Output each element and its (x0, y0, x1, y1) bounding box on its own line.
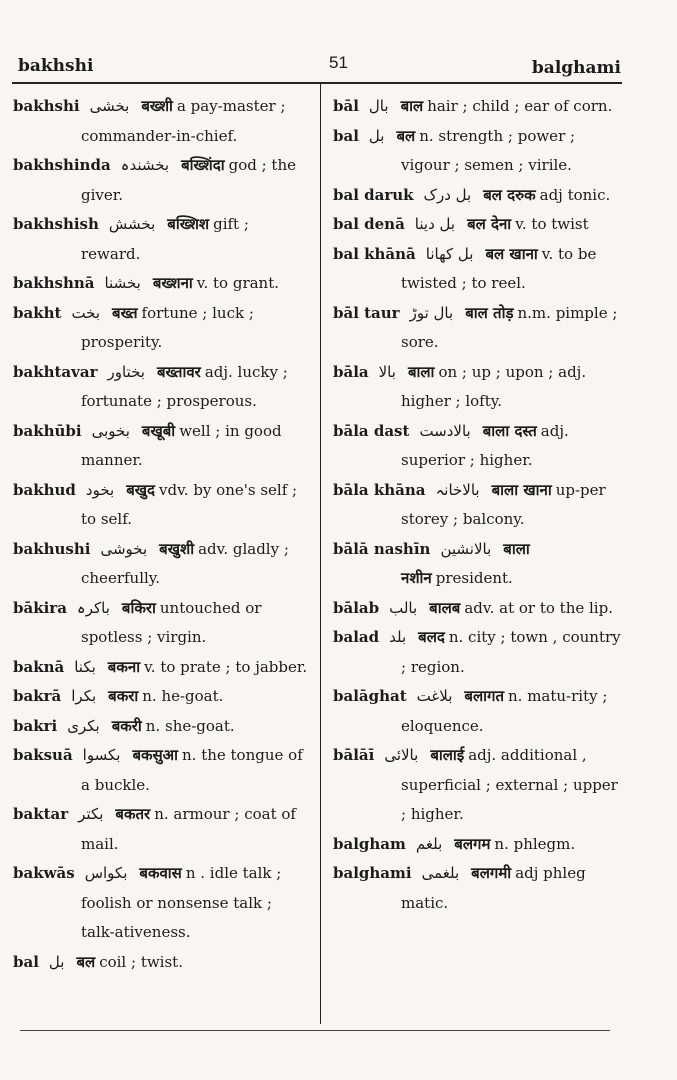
entry-headword: bal khānā (333, 244, 416, 263)
entry-headword: bakhshinda (13, 156, 111, 174)
entry-headword: bakhud (13, 480, 76, 499)
entry-hindi: बाला (407, 362, 435, 381)
dictionary-entry (333, 210, 625, 240)
entry-urdu: بل (368, 126, 385, 145)
entry-urdu: بلغم (415, 834, 443, 853)
entry-hindi: बख्त (112, 303, 138, 322)
header-left-guideword: bakhshi (18, 56, 94, 76)
entry-gloss: fortune ; luck ; prosperity. (81, 303, 254, 351)
entry-gloss: gift ; reward. (81, 215, 249, 263)
entry-headword: bakrā (13, 687, 62, 705)
entry-gloss: adj tonic. (539, 185, 611, 204)
entry-headword: balāghat (333, 687, 407, 705)
dictionary-entry (13, 417, 310, 476)
entry-gloss: vdv. by one's self ; to self. (81, 480, 298, 528)
entry-headword: bakhshnā (13, 274, 95, 292)
entry-urdu: بکری (67, 716, 100, 735)
dictionary-entry (13, 535, 310, 594)
right-column (333, 92, 625, 918)
entry-headword: balgham (333, 834, 406, 853)
entry-urdu: بلد (389, 628, 407, 646)
entry-urdu: بکتر (78, 805, 104, 823)
dictionary-entry (13, 299, 310, 358)
dictionary-entry (13, 712, 310, 742)
entry-headword: bal denā (333, 215, 405, 233)
entry-gloss: on ; up ; upon ; adj. higher ; lofty. (401, 362, 587, 410)
dictionary-entry (333, 594, 625, 624)
dictionary-entry (333, 741, 625, 830)
entry-gloss: adj. superior ; higher. (401, 421, 569, 469)
dictionary-entry (333, 535, 625, 594)
dictionary-entry (13, 682, 310, 712)
entry-gloss: n . idle talk ; foolish or nonsense talk ; talk-ativeness. (81, 864, 282, 941)
entry-headword: bakhtavar (13, 362, 98, 381)
entry-urdu: بالاخانہ (435, 480, 480, 499)
entry-urdu: بال (368, 97, 389, 115)
column-divider (320, 84, 321, 1024)
entry-gloss: god ; the giver. (81, 156, 296, 204)
entry-urdu: بخوبی (91, 421, 130, 440)
entry-headword: bāla (333, 362, 369, 381)
dictionary-entry (13, 151, 310, 210)
entry-hindi: बख्शिश (167, 215, 210, 233)
entry-hindi: बकरा (108, 687, 139, 705)
entry-headword: bāla dast (333, 421, 410, 440)
entry-gloss: v. to be twisted ; to reel. (401, 244, 597, 292)
entry-hindi: बख्तावर (156, 362, 201, 381)
entry-urdu: بختاور (107, 362, 145, 381)
dictionary-entry (13, 476, 310, 535)
entry-hindi: बख्शिंदा (181, 156, 225, 174)
entry-headword: baksuā (13, 746, 73, 764)
entry-headword: bakri (13, 716, 58, 735)
entry-gloss: n.m. pimple ; sore. (401, 303, 618, 351)
entry-hindi: बकिरा (121, 598, 156, 617)
dictionary-entry (333, 830, 625, 860)
entry-hindi: बख्शना (152, 274, 193, 292)
entry-headword: baknā (13, 657, 65, 676)
entry-gloss: v. to grant. (196, 274, 280, 292)
dictionary-entry (13, 948, 310, 978)
entry-headword: balad (333, 628, 380, 646)
entry-hindi: बकतर (115, 805, 151, 823)
entry-gloss: n. city ; town , country ; region. (401, 628, 621, 676)
entry-headword: bakhshish (13, 215, 99, 233)
dictionary-entry (333, 122, 625, 181)
entry-urdu: بالادست (419, 421, 471, 440)
dictionary-entry (13, 653, 310, 683)
entry-urdu: بخشنا (104, 274, 141, 292)
footer-rule (20, 1030, 610, 1031)
entry-gloss: hair ; child ; ear of corn. (427, 97, 613, 115)
entry-headword: baktar (13, 805, 69, 823)
entry-urdu: بالانشین (440, 539, 492, 558)
dictionary-entry (13, 358, 310, 417)
header-right-guideword: balghami (531, 58, 621, 78)
dictionary-entry (333, 859, 625, 918)
entry-gloss: n. she-goat. (145, 716, 235, 735)
entry-gloss: n. phlegm. (494, 834, 576, 853)
entry-urdu: بخشندہ (120, 156, 170, 174)
entry-hindi: बाला खाना (491, 480, 552, 499)
dictionary-entry (333, 358, 625, 417)
entry-urdu: بالائی (384, 746, 419, 764)
entry-hindi: बल दरुक (483, 185, 536, 204)
entry-urdu: بل درک (423, 185, 472, 204)
page-number: 51 (329, 53, 348, 72)
entry-gloss: adj phleg matic. (401, 864, 586, 912)
entry-headword: bāl (333, 97, 359, 115)
entry-hindi: बल (76, 952, 96, 971)
left-column (13, 92, 310, 977)
entry-hindi: बख्शी (141, 97, 173, 115)
entry-headword: bālā nashīn (333, 539, 431, 558)
entry-headword: bāl taur (333, 303, 400, 322)
entry-urdu: بکسوا (82, 746, 121, 764)
dictionary-entry (13, 741, 310, 800)
entry-gloss: untouched or spotless ; virgin. (81, 598, 262, 646)
entry-hindi: बाला दस्त (482, 421, 537, 440)
entry-hindi: बखूबी (141, 421, 176, 440)
entry-gloss: v. to twist (515, 215, 589, 233)
entry-hindi: बलद (418, 628, 445, 646)
entry-headword: bākira (13, 598, 67, 617)
entry-gloss: a pay-master ; commander-in-chief. (81, 97, 286, 145)
entry-hindi: बकना (107, 657, 141, 676)
entry-hindi: बकवास (139, 864, 182, 882)
dictionary-entry (333, 240, 625, 299)
entry-headword: bal (333, 126, 359, 145)
entry-hindi: बल देना (467, 215, 512, 233)
dictionary-entry (13, 269, 310, 299)
entry-gloss: v. to prate ; to jabber. (144, 657, 308, 676)
entry-urdu: بالب (389, 598, 418, 617)
entry-headword: bal daruk (333, 185, 414, 204)
entry-hindi: बलगमी (471, 864, 512, 882)
entry-hindi: बालाई (430, 746, 465, 764)
entry-headword: bāla khāna (333, 480, 426, 499)
dictionary-entry (13, 594, 310, 653)
entry-headword: bālab (333, 598, 380, 617)
entry-urdu: بکنا (74, 657, 96, 676)
entry-urdu: بخود (85, 480, 115, 499)
entry-gloss: up-per storey ; balcony. (401, 480, 606, 528)
entry-gloss: n. he-goat. (142, 687, 224, 705)
entry-headword: bakhūbi (13, 421, 82, 440)
entry-hindi: बल खाना (485, 244, 538, 263)
entry-hindi: बलागत (464, 687, 504, 705)
entry-urdu: بالا (378, 362, 396, 381)
header-rule (12, 82, 622, 84)
entry-hindi: बकरी (111, 716, 142, 735)
entry-headword: bakhshi (13, 97, 80, 115)
entry-urdu: بخشش (108, 215, 156, 233)
entry-gloss: adj. additional , superficial ; external ; upper ; higher. (401, 746, 618, 823)
entry-hindi: बकसुआ (132, 746, 178, 764)
entry-hindi: बाला नशीन (401, 539, 530, 587)
entry-urdu: بل دینا (414, 215, 456, 233)
entry-hindi: बाल (400, 97, 424, 115)
dictionary-entry (13, 210, 310, 269)
entry-headword: bakhushi (13, 539, 91, 558)
dictionary-entry (333, 623, 625, 682)
entry-gloss: n. strength ; power ; vigour ; semen ; virile. (401, 126, 576, 174)
entry-urdu: باکرہ (76, 598, 110, 617)
entry-urdu: بال توڑ (409, 303, 454, 322)
entry-gloss: adv. at or to the lip. (464, 598, 613, 617)
entry-gloss: n. armour ; coat of mail. (81, 805, 296, 853)
entry-hindi: बल (396, 126, 416, 145)
entry-gloss: coil ; twist. (99, 952, 183, 971)
entry-gloss: well ; in good manner. (81, 421, 282, 469)
dictionary-entry (333, 476, 625, 535)
entry-gloss: adj. lucky ; fortunate ; prosperous. (81, 362, 288, 410)
entry-hindi: बलगम (454, 834, 491, 853)
entry-headword: bālāī (333, 746, 375, 764)
entry-gloss: n. the tongue of a buckle. (81, 746, 303, 794)
entry-urdu: بل کھانا (425, 244, 474, 263)
entry-gloss: n. matu-rity ; eloquence. (401, 687, 608, 735)
entry-headword: bal (13, 952, 39, 971)
entry-urdu: بلاغت (416, 687, 453, 705)
entry-gloss: president. (435, 569, 513, 587)
entry-urdu: بخت (71, 303, 101, 322)
dictionary-entry (333, 181, 625, 211)
entry-headword: bakht (13, 303, 62, 322)
dictionary-entry (13, 859, 310, 948)
entry-urdu: بلغمی (421, 864, 460, 882)
dictionary-entry (333, 417, 625, 476)
entry-hindi: बखुद (126, 480, 156, 499)
entry-urdu: بکواس (84, 864, 128, 882)
entry-urdu: بل (48, 952, 65, 971)
dictionary-entry (333, 92, 625, 122)
entry-headword: balghami (333, 864, 412, 882)
entry-hindi: बाल तोड़ (465, 303, 514, 322)
entry-hindi: बालब (429, 598, 461, 617)
entry-urdu: بکرا (71, 687, 97, 705)
entry-urdu: بخوشی (100, 539, 148, 558)
dictionary-entry (13, 92, 310, 151)
entry-headword: bakwās (13, 864, 75, 882)
entry-urdu: بخشی (89, 97, 130, 115)
dictionary-entry (13, 800, 310, 859)
dictionary-entry (333, 299, 625, 358)
dictionary-entry (333, 682, 625, 741)
entry-hindi: बखुशी (159, 539, 195, 558)
entry-gloss: adv. gladly ; cheerfully. (81, 539, 289, 587)
